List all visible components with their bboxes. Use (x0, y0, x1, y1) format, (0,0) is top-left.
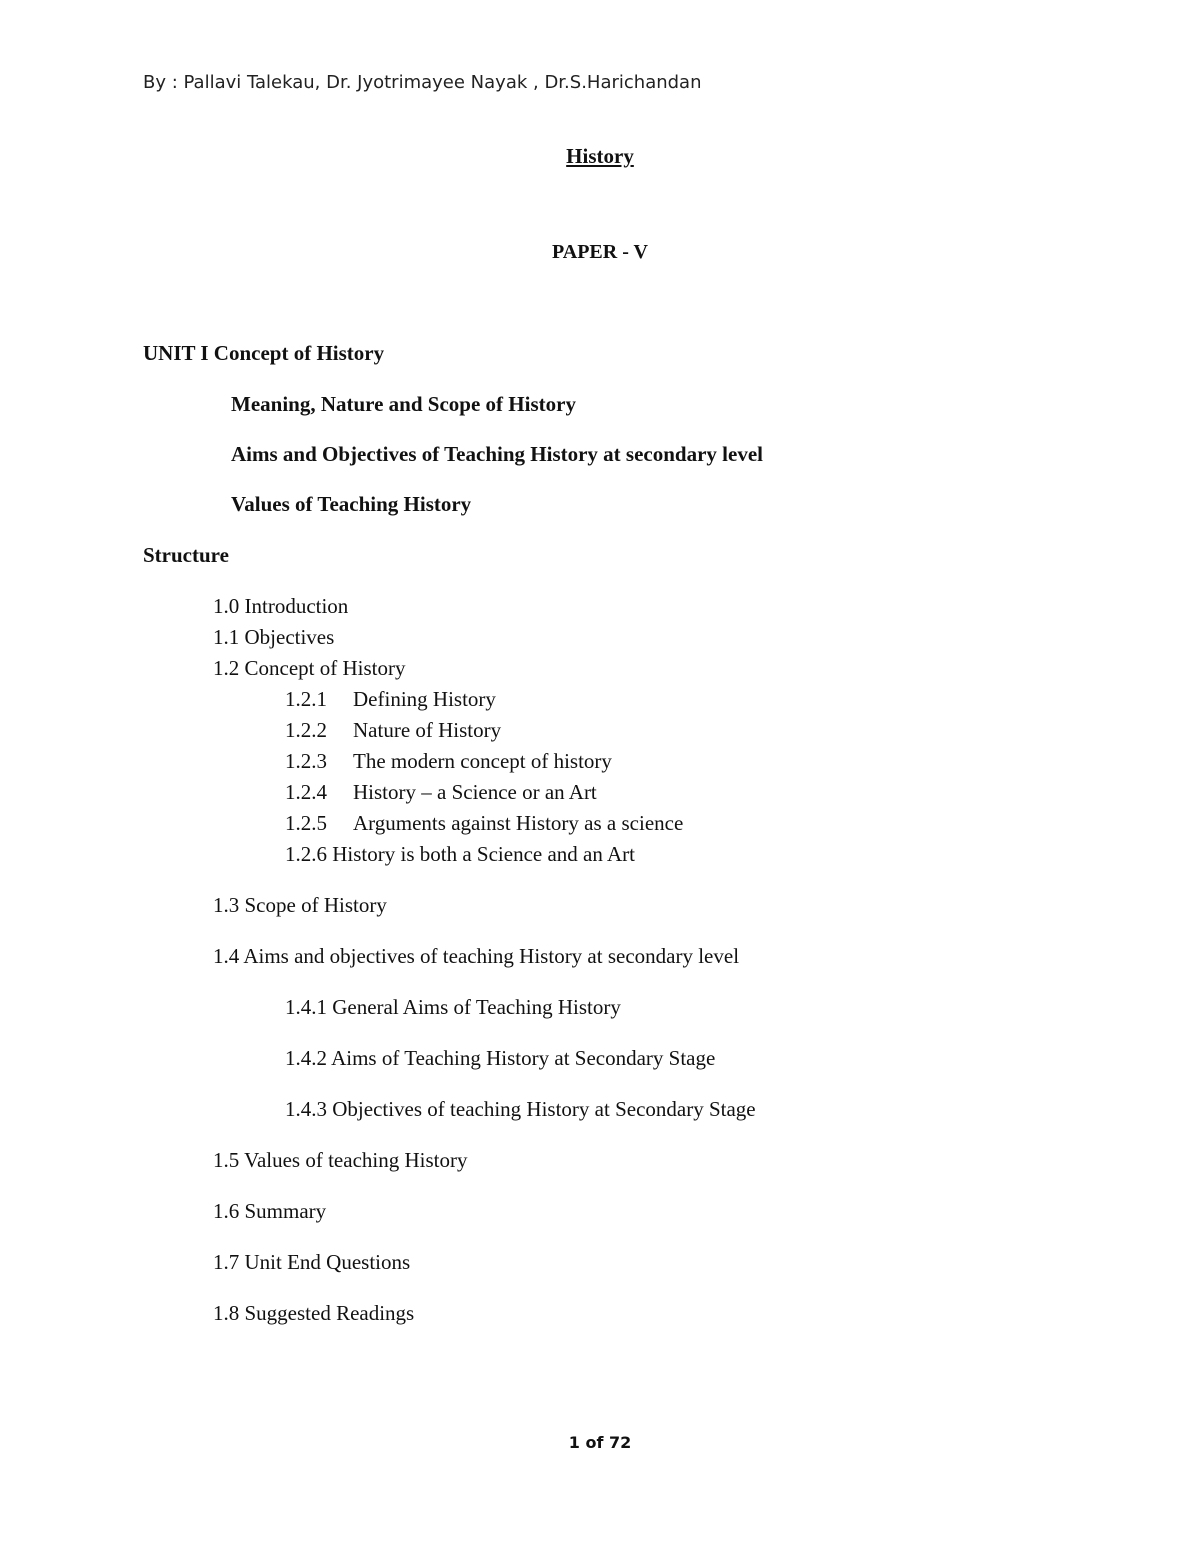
toc-subitem-label: History – a Science or an Art (353, 780, 597, 804)
toc-subitem-label: Defining History (353, 687, 496, 711)
toc-item: 1.4 Aims and objectives of teaching History at secondary level (213, 944, 740, 968)
toc-subitem-number: 1.2.3 (285, 749, 327, 773)
toc-item: 1.1 Objectives (213, 625, 335, 649)
document-title: History (566, 144, 634, 168)
toc-subitem (285, 718, 501, 743)
toc-subitem: 1.4.1 General Aims of Teaching History (285, 995, 621, 1019)
toc-item: 1.3 Scope of History (213, 893, 387, 917)
toc-item: 1.7 Unit End Questions (213, 1250, 411, 1274)
toc-subitem (285, 749, 612, 774)
toc-item: 1.6 Summary (213, 1199, 327, 1223)
toc-subitem-label: The modern concept of history (353, 749, 612, 773)
unit-heading: UNIT I Concept of History (143, 341, 385, 365)
toc-item: 1.8 Suggested Readings (213, 1301, 415, 1325)
toc-subitem (285, 780, 597, 805)
toc-subitem-label: Arguments against History as a science (353, 811, 684, 835)
toc-subitem-label: Nature of History (353, 718, 502, 742)
toc-item: 1.2 Concept of History (213, 656, 406, 680)
structure-heading: Structure (143, 543, 229, 567)
toc-subitem (285, 811, 683, 836)
page-header-authors: By : Pallavi Talekau, Dr. Jyotrimayee Nayak , Dr.S.Harichandan (143, 72, 702, 93)
toc-subitem-number: 1.2.5 (285, 811, 327, 835)
toc-subitem: 1.2.6 History is both a Science and an Art (285, 842, 635, 866)
toc-subitem-number: 1.2.2 (285, 718, 327, 742)
unit-topic: Aims and Objectives of Teaching History at secondary level (231, 442, 763, 466)
toc-subitem (285, 687, 496, 712)
page-number: 1 of 72 (568, 1433, 632, 1452)
toc-item: 1.0 Introduction (213, 594, 349, 618)
toc-subitem-number: 1.2.4 (285, 780, 327, 804)
paper-label: PAPER - V (552, 241, 648, 263)
unit-topic: Values of Teaching History (231, 492, 472, 516)
toc-subitem-number: 1.2.1 (285, 687, 327, 711)
toc-item: 1.5 Values of teaching History (213, 1148, 468, 1172)
unit-topic: Meaning, Nature and Scope of History (231, 392, 576, 416)
toc-subitem: 1.4.3 Objectives of teaching History at Secondary Stage (285, 1097, 756, 1121)
toc-subitem: 1.4.2 Aims of Teaching History at Secondary Stage (285, 1046, 716, 1070)
